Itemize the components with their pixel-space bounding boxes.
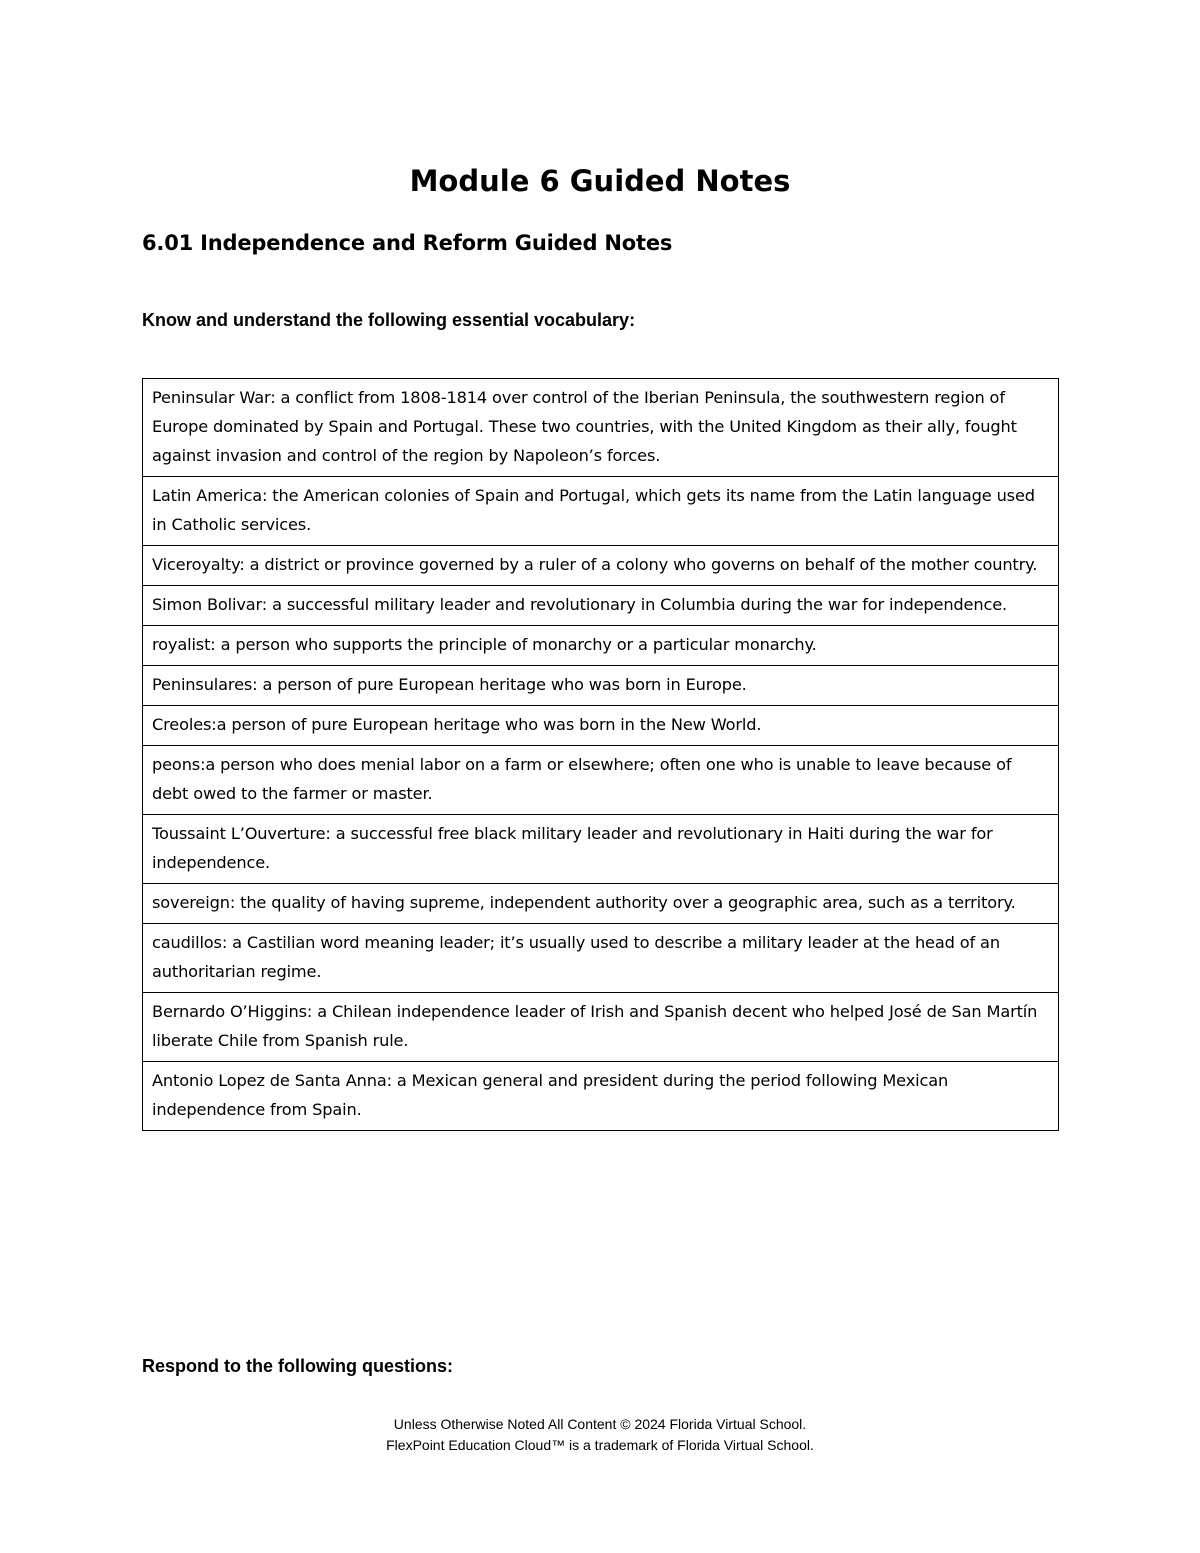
vocabulary-entry: Simon Bolivar: a successful military leader and revolutionary in Columbia during the war for independence.	[143, 586, 1059, 626]
page-title: Module 6 Guided Notes	[409, 164, 791, 198]
table-row	[143, 815, 1059, 884]
table-row	[143, 993, 1059, 1062]
vocabulary-entry: Toussaint L’Ouverture: a successful free black military leader and revolutionary in Haiti during the war for independence.	[143, 815, 1059, 884]
table-row	[143, 706, 1059, 746]
table-row	[143, 924, 1059, 993]
vocabulary-entry: peons:a person who does menial labor on a farm or elsewhere; often one who is unable to leave because of debt owed to the farmer or master.	[143, 746, 1059, 815]
vocabulary-entry: royalist: a person who supports the principle of monarchy or a particular monarchy.	[143, 626, 1059, 666]
section-heading: 6.01 Independence and Reform Guided Notes	[142, 231, 673, 255]
vocabulary-entry: Peninsulares: a person of pure European heritage who was born in Europe.	[143, 666, 1059, 706]
vocabulary-entry: Viceroyalty: a district or province governed by a ruler of a colony who governs on behalf of the mother country.	[143, 546, 1059, 586]
table-row	[143, 626, 1059, 666]
table-row	[143, 379, 1059, 477]
vocabulary-heading: Know and understand the following essential vocabulary:	[142, 310, 636, 330]
vocabulary-table	[142, 378, 1059, 1131]
page-footer	[0, 1414, 1200, 1456]
vocabulary-entry: Bernardo O’Higgins: a Chilean independence leader of Irish and Spanish decent who helped José de San Martín liberate Chile from Spanish rule.	[143, 993, 1059, 1062]
table-row	[143, 1062, 1059, 1131]
trademark-notice: FlexPoint Education Cloud™ is a trademark of Florida Virtual School.	[386, 1437, 814, 1453]
table-row	[143, 746, 1059, 815]
table-row	[143, 884, 1059, 924]
vocabulary-entry: Creoles:a person of pure European heritage who was born in the New World.	[143, 706, 1059, 746]
copyright-notice: Unless Otherwise Noted All Content © 2024 Florida Virtual School.	[393, 1416, 807, 1432]
table-row	[143, 586, 1059, 626]
questions-heading: Respond to the following questions:	[142, 1356, 453, 1376]
table-row	[143, 666, 1059, 706]
vocabulary-entry: Latin America: the American colonies of Spain and Portugal, which gets its name from the Latin language used in Catholic services.	[143, 477, 1059, 546]
vocabulary-entry: sovereign: the quality of having supreme, independent authority over a geographic area, such as a territory.	[143, 884, 1059, 924]
vocabulary-entry: Peninsular War: a conflict from 1808-1814 over control of the Iberian Peninsula, the southwestern region of Europe dominated by Spain and Portugal. These two countries, with the United Kingdom as their ally, fought against invasion and control of the region by Napoleon’s forces.	[143, 379, 1059, 477]
vocabulary-entry: caudillos: a Castilian word meaning leader; it’s usually used to describe a military leader at the head of an authoritarian regime.	[143, 924, 1059, 993]
table-row	[143, 546, 1059, 586]
table-row	[143, 477, 1059, 546]
vocabulary-entry: Antonio Lopez de Santa Anna: a Mexican general and president during the period following Mexican independence from Spain.	[143, 1062, 1059, 1131]
